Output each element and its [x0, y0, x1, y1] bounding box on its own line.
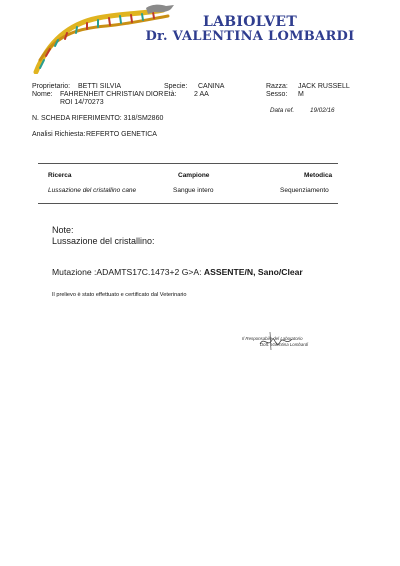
owner-value: BETTI SILVIA — [78, 83, 122, 90]
analysis-value: REFERTO GENETICA — [86, 131, 157, 138]
date-label: Data ref. — [270, 107, 295, 114]
cell-campione: Sangue intero — [173, 187, 214, 194]
handwritten-signature — [258, 330, 294, 352]
age-label: Età: — [164, 91, 177, 98]
header-ricerca: Ricerca — [48, 172, 72, 179]
sex-label: Sesso: — [266, 91, 288, 98]
reference-number: N. SCHEDA RIFERIMENTO: 318/SM2860 — [32, 115, 164, 122]
header-campione: Campione — [178, 172, 210, 179]
collection-statement: Il prelievo è stato effettuato e certificato dal Veterinario — [52, 292, 187, 298]
mutation-result — [52, 267, 303, 277]
sex-value: M — [298, 91, 304, 98]
breed-value: JACK RUSSELL — [298, 83, 350, 90]
header-metodica: Metodica — [304, 172, 333, 179]
cell-ricerca: Lussazione del cristallino cane — [48, 187, 137, 194]
date-value: 19/02/16 — [310, 107, 335, 114]
table-bottom-rule — [38, 203, 338, 204]
species-label: Specie: — [164, 83, 188, 90]
notes-subject: Lussazione del cristallino: — [52, 236, 155, 246]
mutation-prefix: Mutazione :ADAMTS17C.1473+2 G>A: — [52, 267, 204, 277]
species-value: CANINA — [198, 83, 225, 90]
notes-label: Note: — [52, 225, 74, 235]
lab-director: Dr. VALENTINA LOMBARDI — [145, 29, 355, 44]
breed-label: Razza: — [266, 83, 288, 90]
cell-metodica: Sequenziamento — [280, 187, 329, 194]
name-label: Nome: — [32, 91, 53, 98]
mutation-outcome: ASSENTE/N, Sano/Clear — [203, 267, 303, 277]
analysis-label: Analisi Richiesta: — [32, 131, 86, 138]
signature-line-1: Il Responsabile del Laboratorio — [242, 336, 303, 341]
owner-label: Proprietario: — [32, 83, 71, 90]
name-value: FAHRENHEIT CHRISTIAN DIOR — [60, 91, 164, 98]
name-value-2: ROI 14/70273 — [60, 99, 104, 106]
table-top-rule — [38, 163, 338, 164]
signature-line-2: Dott. Valentina Lombardi — [260, 342, 309, 347]
age-value: 2 AA — [194, 91, 209, 98]
lab-title: LABIOLVET — [202, 14, 298, 30]
